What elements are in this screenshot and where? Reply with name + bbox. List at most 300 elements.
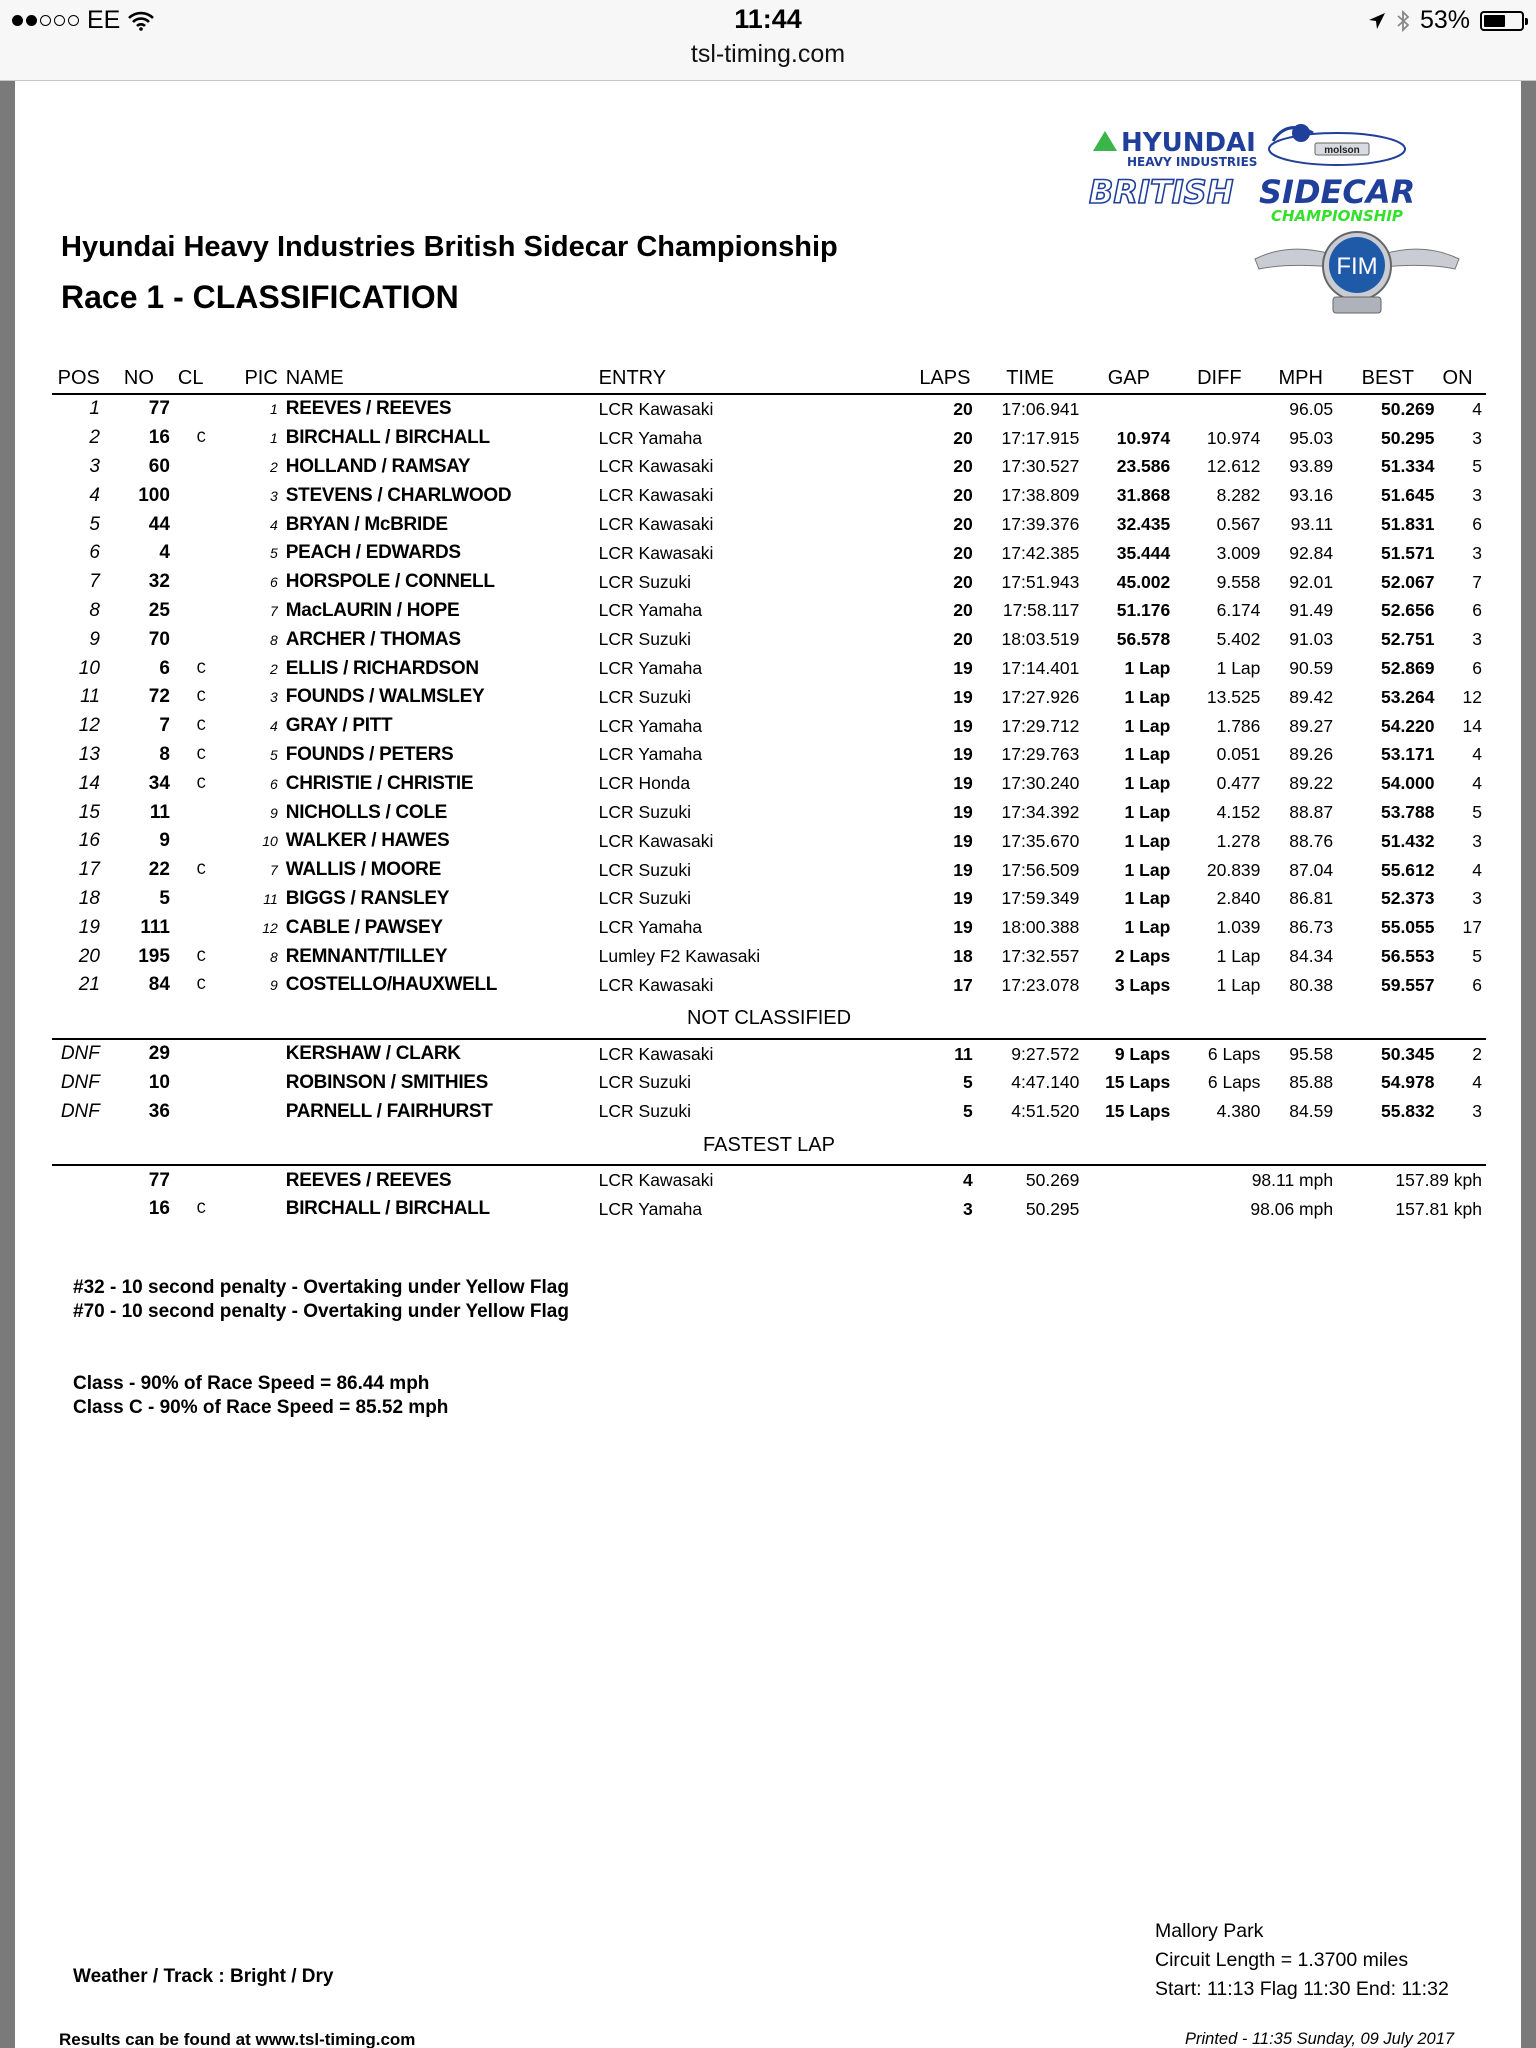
cell-mph: 98.06 mph — [1250, 1198, 1334, 1219]
cell-empty — [52, 1195, 104, 1224]
col-entry-header: ENTRY — [595, 363, 913, 394]
cell-on: 3 — [1472, 830, 1482, 851]
cell-diff: 2.840 — [1216, 888, 1261, 909]
table-row — [52, 539, 1494, 568]
cell-pos: 15 — [78, 801, 100, 823]
cell-diff: 10.974 — [1206, 427, 1261, 448]
cell-pic: 6 — [269, 574, 278, 591]
cell-pos: 11 — [80, 686, 100, 708]
cell-best: 53.264 — [1380, 686, 1435, 707]
cell-name: BIGGS / RANSLEY — [285, 887, 450, 909]
cell-mph: 89.26 — [1289, 744, 1334, 765]
cell-cl: C — [196, 429, 207, 448]
cell-diff: 5.402 — [1216, 629, 1261, 650]
table-row — [52, 597, 1494, 626]
table-row — [52, 856, 1494, 885]
cell-mph: 95.58 — [1289, 1043, 1334, 1064]
cell-no: 25 — [148, 599, 170, 621]
cell-name: BIRCHALL / BIRCHALL — [285, 1198, 490, 1220]
cell-cl — [174, 1165, 229, 1195]
table-row — [52, 741, 1494, 770]
cell-pos: 2 — [89, 427, 100, 449]
cell-entry: LCR Suzuki — [598, 571, 692, 592]
cell-best: 59.557 — [1380, 974, 1435, 995]
cell-best: 54.220 — [1380, 715, 1435, 736]
cell-pos: 13 — [78, 743, 100, 765]
cell-cl — [174, 568, 229, 597]
cell-cl: C — [196, 688, 207, 707]
svg-text:HEAVY INDUSTRIES: HEAVY INDUSTRIES — [1127, 155, 1258, 169]
cell-gap: 9 Laps — [1114, 1043, 1171, 1064]
cell-on: 3 — [1472, 1101, 1482, 1122]
fim-badge-icon — [1255, 232, 1459, 313]
classification-table — [52, 363, 1494, 1224]
cell-no: 7 — [159, 715, 170, 737]
cell-laps: 17 — [953, 974, 973, 995]
cell-pic: 1 — [269, 430, 278, 447]
cell-diff: 1 Lap — [1216, 658, 1261, 679]
cell-on: 4 — [1472, 744, 1482, 765]
cell-laps: 20 — [953, 629, 973, 650]
cell-pos: 7 — [89, 571, 100, 593]
cell-time: 18:00.388 — [1001, 917, 1080, 938]
cell-mph: 95.03 — [1289, 427, 1334, 448]
cell-time: 17:17.915 — [1001, 427, 1080, 448]
cell-name: ARCHER / THOMAS — [285, 628, 461, 650]
cell-laps: 19 — [953, 715, 973, 736]
cell-best: 51.432 — [1380, 830, 1435, 851]
cell-cl — [174, 394, 229, 424]
cell-name: WALKER / HAWES — [285, 830, 450, 852]
penalty-note-1: #32 - 10 second penalty - Overtaking under Yellow Flag — [73, 1277, 569, 1298]
cell-on: 3 — [1472, 485, 1482, 506]
cell-on: 4 — [1472, 398, 1482, 419]
cell-best: 50.345 — [1380, 1043, 1435, 1064]
cell-laps: 20 — [953, 427, 973, 448]
cell-pos: 17 — [78, 859, 100, 881]
fastest-lap-heading: FASTEST LAP — [52, 1126, 1486, 1165]
document-page — [15, 81, 1521, 2048]
col-cl-header: CL — [174, 363, 229, 394]
cell-name: FOUNDS / WALMSLEY — [285, 686, 485, 708]
cell-gap: 35.444 — [1116, 542, 1171, 563]
address-bar-url[interactable]: tsl-timing.com — [690, 40, 846, 68]
cell-pic: 6 — [269, 775, 278, 792]
not-classified-rows — [52, 1039, 1494, 1126]
cell-cl: C — [196, 861, 207, 880]
cell-entry: LCR Honda — [598, 773, 691, 794]
table-header-row — [52, 363, 1494, 394]
cell-cl — [174, 539, 229, 568]
col-laps-header: LAPS — [913, 363, 977, 394]
cell-pic: 8 — [269, 948, 278, 965]
col-diff-header: DIFF — [1174, 363, 1264, 394]
cell-best: 55.832 — [1380, 1101, 1435, 1122]
cell-best: 54.000 — [1380, 773, 1435, 794]
cell-mph: 92.84 — [1289, 542, 1334, 563]
cell-mph: 86.81 — [1289, 888, 1334, 909]
cell-gap: 45.002 — [1116, 571, 1171, 592]
cell-best: 52.373 — [1380, 888, 1435, 909]
table-row — [52, 827, 1494, 856]
svg-text:FIM: FIM — [1336, 253, 1378, 280]
cell-best: 52.656 — [1380, 600, 1435, 621]
cell-mph: 84.34 — [1289, 946, 1334, 967]
cell-pic: 2 — [269, 660, 278, 677]
cell-best: 52.067 — [1380, 571, 1435, 592]
cell-no: 70 — [148, 628, 170, 650]
cell-diff: 4.152 — [1216, 802, 1261, 823]
not-classified-heading-row — [52, 1000, 1494, 1039]
cell-laps: 11 — [954, 1043, 973, 1064]
cell-cl: C — [196, 774, 207, 793]
cell-pos: 4 — [89, 484, 100, 506]
cell-laps: 19 — [953, 917, 973, 938]
cell-gap: 1 Lap — [1124, 917, 1171, 938]
cell-empty — [1083, 1195, 1174, 1224]
cell-no: 11 — [149, 801, 170, 823]
cell-diff: 1.278 — [1216, 830, 1261, 851]
cell-on: 3 — [1472, 542, 1482, 563]
cell-laps: 19 — [953, 658, 973, 679]
cell-time: 18:03.519 — [1001, 629, 1080, 650]
cell-entry: LCR Suzuki — [598, 686, 692, 707]
cell-laps: 19 — [953, 744, 973, 765]
circuit-length: Circuit Length = 1.3700 miles — [1155, 1949, 1409, 1971]
cell-pic: 8 — [269, 631, 278, 648]
cell-pos: 10 — [78, 657, 100, 679]
cell-no: 4 — [159, 542, 170, 564]
championship-logo — [1087, 111, 1507, 351]
cell-entry: LCR Suzuki — [598, 1072, 692, 1093]
cell-name: BIRCHALL / BIRCHALL — [285, 427, 490, 449]
cell-laps: 20 — [953, 514, 973, 535]
cell-gap: 1 Lap — [1124, 802, 1171, 823]
cell-pic: 12 — [262, 919, 278, 936]
cell-laps: 19 — [953, 773, 973, 794]
cell-best: 53.171 — [1380, 744, 1435, 765]
cell-entry: LCR Kawasaki — [598, 485, 714, 506]
cell-pic — [229, 1097, 282, 1126]
cell-on: 5 — [1472, 456, 1482, 477]
cell-cl: C — [196, 1200, 207, 1219]
cell-mph: 86.73 — [1289, 917, 1334, 938]
cell-pic: 4 — [269, 516, 278, 533]
col-mph-header: MPH — [1264, 363, 1337, 394]
fastest-lap-rows — [52, 1165, 1494, 1224]
cell-mph: 89.42 — [1289, 686, 1334, 707]
cell-pic: 1 — [269, 401, 278, 418]
cell-time: 17:39.376 — [1001, 514, 1080, 535]
cell-pic: 5 — [269, 545, 278, 562]
cell-pic: 9 — [269, 977, 278, 994]
cell-cl: C — [196, 745, 207, 764]
cell-lap: 3 — [963, 1198, 973, 1219]
cell-pos: 3 — [89, 455, 100, 477]
cell-pos: 20 — [78, 945, 100, 967]
cell-gap: 23.586 — [1116, 456, 1171, 477]
cell-mph: 93.89 — [1289, 456, 1334, 477]
cell-cl — [174, 885, 229, 914]
cell-mph: 93.11 — [1290, 514, 1334, 535]
cell-laps: 20 — [953, 398, 973, 419]
cell-time: 17:30.527 — [1001, 456, 1080, 477]
table-row — [52, 453, 1494, 482]
cell-diff: 6.174 — [1216, 600, 1261, 621]
cell-mph: 92.01 — [1289, 571, 1334, 592]
cell-pos: 6 — [89, 542, 100, 564]
cell-laps: 18 — [953, 946, 973, 967]
cell-on: 6 — [1472, 974, 1482, 995]
cell-on: 4 — [1472, 1072, 1482, 1093]
cell-diff: 1.039 — [1216, 917, 1261, 938]
cell-no: 111 — [140, 916, 170, 938]
cell-no: 8 — [159, 743, 170, 765]
table-row — [52, 481, 1494, 510]
cell-time: 4:47.140 — [1011, 1072, 1080, 1093]
cell-time: 17:35.670 — [1001, 830, 1080, 851]
cell-diff: 1 Lap — [1216, 974, 1261, 995]
table-row — [52, 424, 1494, 453]
location-arrow-icon — [1368, 12, 1386, 30]
cell-no: 22 — [148, 859, 170, 881]
table-row — [52, 625, 1494, 654]
cell-name: KERSHAW / CLARK — [285, 1043, 461, 1065]
cell-diff: 0.051 — [1216, 744, 1261, 765]
cell-pic: 4 — [269, 718, 278, 735]
cell-pos: 9 — [89, 628, 100, 650]
cell-no: 34 — [148, 772, 170, 794]
cell-laps: 19 — [953, 830, 973, 851]
cell-mph: 98.11 mph — [1251, 1170, 1334, 1191]
cell-entry: LCR Yamaha — [598, 917, 703, 938]
cell-name: ROBINSON / SMITHIES — [285, 1071, 489, 1093]
table-row — [52, 913, 1494, 942]
cell-name: COSTELLO/HAUXWELL — [285, 974, 498, 996]
cell-empty — [1083, 1165, 1174, 1195]
cell-on: 7 — [1472, 571, 1482, 592]
cell-pos: 12 — [78, 715, 100, 737]
cell-entry: LCR Yamaha — [598, 427, 703, 448]
table-row — [52, 510, 1494, 539]
cell-cl — [174, 453, 229, 482]
cell-laps: 20 — [953, 542, 973, 563]
table-row — [52, 885, 1494, 914]
cell-name: PARNELL / FAIRHURST — [285, 1100, 493, 1122]
fastest-lap-row — [52, 1165, 1494, 1195]
dnf-row — [52, 1097, 1494, 1126]
cell-pos: 19 — [78, 916, 100, 938]
cell-lap: 4 — [963, 1170, 973, 1191]
fastest-lap-section — [52, 1126, 1494, 1165]
cell-gap: 51.176 — [1116, 600, 1171, 621]
cell-diff: 0.567 — [1216, 514, 1261, 535]
table-row — [52, 971, 1494, 1000]
cell-pic: 7 — [269, 602, 278, 619]
cell-laps: 19 — [953, 859, 973, 880]
cell-laps: 20 — [953, 571, 973, 592]
cell-name: STEVENS / CHARLWOOD — [285, 484, 512, 506]
cell-pos: DNF — [60, 1071, 100, 1093]
cell-gap: 56.578 — [1116, 629, 1171, 650]
cell-time: 50.295 — [1025, 1198, 1080, 1219]
cell-pic: 2 — [269, 458, 278, 475]
cell-entry: LCR Suzuki — [598, 629, 692, 650]
cell-diff: 0.477 — [1216, 773, 1261, 794]
cell-mph: 87.04 — [1289, 859, 1334, 880]
cell-pic: 11 — [263, 890, 278, 907]
cell-kph: 157.81 kph — [1395, 1198, 1482, 1219]
status-bar — [0, 0, 1536, 81]
cell-no: 29 — [148, 1043, 170, 1065]
cell-no: 77 — [148, 1169, 170, 1191]
cell-cl — [174, 798, 229, 827]
dnf-row — [52, 1039, 1494, 1069]
cell-gap: 1 Lap — [1124, 859, 1171, 880]
results-link[interactable]: Results can be found at www.tsl-timing.com — [59, 2030, 416, 2048]
cell-diff: 6 Laps — [1207, 1072, 1261, 1093]
cell-on: 4 — [1472, 773, 1482, 794]
cell-best: 52.869 — [1380, 658, 1435, 679]
cell-gap: 15 Laps — [1105, 1101, 1171, 1122]
svg-text:SIDECAR: SIDECAR — [1259, 173, 1416, 211]
cell-time: 17:59.349 — [1001, 888, 1080, 909]
col-name-header: NAME — [282, 363, 595, 394]
cell-cl — [174, 827, 229, 856]
cell-no: 10 — [148, 1071, 170, 1093]
cell-entry: LCR Kawasaki — [598, 830, 714, 851]
cell-laps: 5 — [963, 1072, 973, 1093]
not-classified-heading: NOT CLASSIFIED — [52, 1000, 1486, 1039]
cell-gap: 31.868 — [1116, 485, 1171, 506]
cell-name: BRYAN / McBRIDE — [285, 513, 448, 535]
classified-rows — [52, 394, 1494, 1000]
cell-time: 17:29.712 — [1001, 715, 1080, 736]
col-pos-header: POS — [52, 363, 104, 394]
cell-no: 5 — [159, 887, 170, 909]
col-time-header: TIME — [977, 363, 1084, 394]
cell-no: 36 — [148, 1100, 170, 1122]
cell-on: 3 — [1472, 427, 1482, 448]
cell-time: 17:58.117 — [1002, 600, 1080, 621]
cell-mph: 80.38 — [1289, 974, 1334, 995]
cell-pic: 10 — [262, 833, 278, 850]
cell-pic: 3 — [269, 689, 278, 706]
cell-mph: 96.05 — [1289, 398, 1334, 419]
cell-pos: 18 — [78, 887, 100, 909]
venue-name: Mallory Park — [1155, 1920, 1264, 1942]
cell-time: 17:29.763 — [1001, 744, 1080, 765]
cell-on: 12 — [1462, 686, 1482, 707]
cell-pos: 16 — [78, 830, 100, 852]
cell-empty — [1486, 1195, 1494, 1224]
cell-pic — [229, 1039, 282, 1069]
cell-best: 55.055 — [1380, 917, 1435, 938]
cell-entry: LCR Kawasaki — [598, 974, 714, 995]
cell-laps: 20 — [953, 485, 973, 506]
battery-percent: 53% — [1419, 6, 1470, 34]
cell-laps: 20 — [953, 600, 973, 621]
cell-entry: LCR Yamaha — [598, 715, 703, 736]
cell-cl — [174, 913, 229, 942]
cell-pic: 5 — [269, 746, 278, 763]
cell-pos: 5 — [89, 513, 100, 535]
cell-gap: 15 Laps — [1105, 1072, 1171, 1093]
cell-mph: 84.59 — [1289, 1101, 1334, 1122]
class-speed-note-1: Class - 90% of Race Speed = 86.44 mph — [73, 1373, 430, 1394]
cell-entry: LCR Kawasaki — [598, 398, 714, 419]
cell-mph: 90.59 — [1289, 658, 1334, 679]
cell-name: CABLE / PAWSEY — [285, 916, 443, 938]
cell-name: HOLLAND / RAMSAY — [285, 455, 471, 477]
cell-diff: 4.380 — [1216, 1101, 1261, 1122]
document-title: Hyundai Heavy Industries British Sidecar Championship — [61, 231, 838, 263]
cell-gap: 1 Lap — [1124, 715, 1171, 736]
table-row — [52, 712, 1494, 741]
cell-gap — [1083, 394, 1174, 424]
cell-name: MacLAURIN / HOPE — [285, 599, 460, 621]
cell-entry: Lumley F2 Kawasaki — [598, 946, 761, 967]
cell-time: 17:56.509 — [1001, 859, 1080, 880]
cell-empty — [1486, 1165, 1494, 1195]
cell-on: 3 — [1472, 888, 1482, 909]
cell-gap: 1 Lap — [1124, 830, 1171, 851]
cell-name: REEVES / REEVES — [285, 1169, 452, 1191]
cell-cl: C — [196, 976, 207, 995]
cell-best: 50.269 — [1380, 398, 1435, 419]
table-row — [52, 942, 1494, 971]
cell-name: PEACH / EDWARDS — [285, 542, 461, 564]
cell-pos: 8 — [89, 599, 100, 621]
fastest-lap-heading-row — [52, 1126, 1494, 1165]
cell-entry: LCR Kawasaki — [598, 1170, 714, 1191]
cell-best: 56.553 — [1380, 946, 1435, 967]
col-no-header: NO — [104, 363, 174, 394]
cell-on: 3 — [1472, 629, 1482, 650]
cell-no: 77 — [148, 398, 170, 420]
cell-no: 72 — [148, 686, 170, 708]
cell-pos: DNF — [60, 1100, 100, 1122]
cell-time: 50.269 — [1025, 1170, 1080, 1191]
cell-best: 51.645 — [1380, 485, 1435, 506]
cell-gap: 10.974 — [1116, 427, 1171, 448]
cell-best: 52.751 — [1380, 629, 1435, 650]
cell-empty — [229, 1195, 282, 1224]
fastest-lap-row — [52, 1195, 1494, 1224]
cell-entry: LCR Yamaha — [598, 658, 703, 679]
cell-mph: 89.27 — [1289, 715, 1334, 736]
cell-gap: 1 Lap — [1124, 686, 1171, 707]
cell-best: 51.831 — [1380, 514, 1435, 535]
cell-laps: 19 — [953, 686, 973, 707]
cell-pic: 9 — [269, 804, 278, 821]
cell-time: 17:27.926 — [1001, 686, 1080, 707]
col-best-header: BEST — [1337, 363, 1438, 394]
cell-pic: 7 — [269, 862, 278, 879]
cell-entry: LCR Kawasaki — [598, 1043, 714, 1064]
col-gap-header: GAP — [1083, 363, 1174, 394]
document-subtitle: Race 1 - CLASSIFICATION — [61, 279, 459, 315]
cell-gap: 3 Laps — [1114, 974, 1171, 995]
cell-entry: LCR Kawasaki — [598, 542, 714, 563]
cell-diff: 12.612 — [1206, 456, 1261, 477]
cell-on: 14 — [1462, 715, 1482, 736]
table-row — [52, 394, 1494, 424]
cell-time: 17:38.809 — [1001, 485, 1080, 506]
cell-diff: 13.525 — [1206, 686, 1261, 707]
battery-icon — [1480, 11, 1524, 31]
cell-cl: C — [196, 717, 207, 736]
